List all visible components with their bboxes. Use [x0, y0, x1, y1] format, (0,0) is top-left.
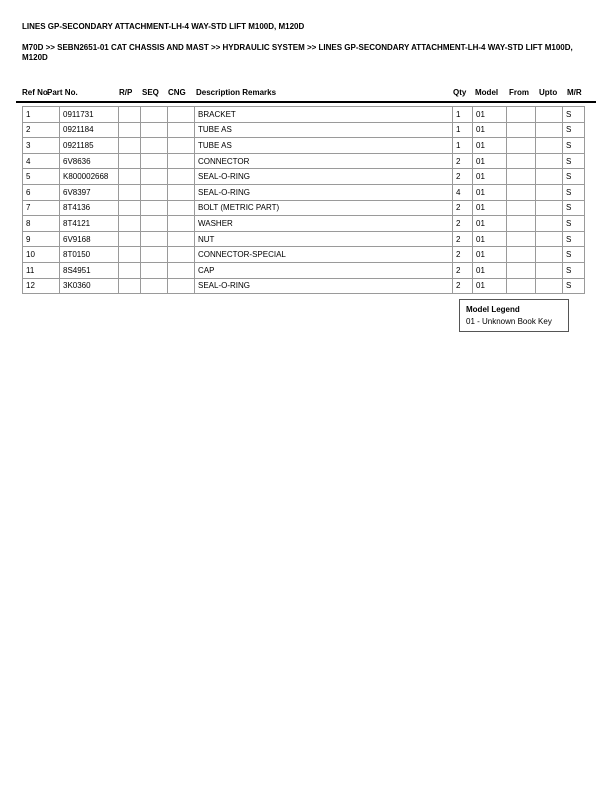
cell-qty: 2: [453, 231, 473, 247]
cell-model: 01: [473, 216, 507, 232]
table-row: [23, 122, 585, 138]
cell-description: NUT: [195, 231, 453, 247]
cell-description: TUBE AS: [195, 138, 453, 154]
cell-cng: [168, 153, 195, 169]
cell-description: BRACKET: [195, 107, 453, 123]
cell-rp: [119, 216, 141, 232]
cell-ref-no: 1: [23, 107, 60, 123]
cell-from: [507, 216, 536, 232]
table-row: [23, 184, 585, 200]
cell-qty: 1: [453, 107, 473, 123]
header-upto: Upto: [539, 88, 558, 97]
cell-upto: [536, 122, 563, 138]
table-row: [23, 278, 585, 294]
cell-mr: S: [563, 107, 585, 123]
header-cng: CNG: [168, 88, 186, 97]
cell-description: SEAL-O-RING: [195, 278, 453, 294]
header-rp: R/P: [119, 88, 133, 97]
cell-ref-no: 4: [23, 153, 60, 169]
table-row: [23, 153, 585, 169]
cell-cng: [168, 122, 195, 138]
cell-mr: S: [563, 153, 585, 169]
cell-model: 01: [473, 169, 507, 185]
cell-qty: 2: [453, 278, 473, 294]
cell-rp: [119, 107, 141, 123]
cell-mr: S: [563, 122, 585, 138]
table-row: [23, 200, 585, 216]
cell-ref-no: 2: [23, 122, 60, 138]
cell-from: [507, 138, 536, 154]
cell-qty: 4: [453, 184, 473, 200]
cell-part-no: 0921185: [60, 138, 119, 154]
header-from: From: [509, 88, 529, 97]
cell-part-no: 8T0150: [60, 247, 119, 263]
cell-from: [507, 278, 536, 294]
header-description: Description Remarks: [196, 88, 277, 97]
table-row: [23, 107, 585, 123]
cell-ref-no: 11: [23, 262, 60, 278]
cell-model: 01: [473, 262, 507, 278]
cell-mr: S: [563, 247, 585, 263]
cell-part-no: 6V8397: [60, 184, 119, 200]
cell-ref-no: 6: [23, 184, 60, 200]
cell-upto: [536, 169, 563, 185]
header-qty: Qty: [453, 88, 467, 97]
cell-from: [507, 184, 536, 200]
cell-mr: S: [563, 278, 585, 294]
cell-mr: S: [563, 169, 585, 185]
cell-cng: [168, 184, 195, 200]
cell-rp: [119, 122, 141, 138]
cell-upto: [536, 138, 563, 154]
cell-qty: 2: [453, 262, 473, 278]
cell-seq: [141, 262, 168, 278]
cell-seq: [141, 231, 168, 247]
cell-upto: [536, 153, 563, 169]
cell-rp: [119, 200, 141, 216]
cell-description: WASHER: [195, 216, 453, 232]
cell-model: 01: [473, 278, 507, 294]
cell-cng: [168, 262, 195, 278]
cell-description: TUBE AS: [195, 122, 453, 138]
header-seq: SEQ: [142, 88, 159, 97]
cell-description: SEAL-O-RING: [195, 184, 453, 200]
page-title: LINES GP-SECONDARY ATTACHMENT-LH-4 WAY-STD LIFT M100D, M120D: [22, 22, 305, 31]
breadcrumb: M70D >> SEBN2651-01 CAT CHASSIS AND MAST >> HYDRAULIC SYSTEM >> LINES GP-SECONDARY ATTACHMENT-LH-4 WAY-STD LIFT M100D, M120D: [22, 43, 573, 62]
cell-seq: [141, 153, 168, 169]
cell-mr: S: [563, 262, 585, 278]
cell-description: CAP: [195, 262, 453, 278]
cell-seq: [141, 200, 168, 216]
cell-model: 01: [473, 200, 507, 216]
cell-ref-no: 9: [23, 231, 60, 247]
cell-mr: S: [563, 231, 585, 247]
cell-description: SEAL-O-RING: [195, 169, 453, 185]
cell-qty: 2: [453, 200, 473, 216]
model-legend: [459, 299, 569, 332]
cell-upto: [536, 231, 563, 247]
cell-rp: [119, 278, 141, 294]
cell-rp: [119, 231, 141, 247]
cell-part-no: 0921184: [60, 122, 119, 138]
cell-mr: S: [563, 216, 585, 232]
cell-model: 01: [473, 153, 507, 169]
table-row: [23, 169, 585, 185]
cell-seq: [141, 122, 168, 138]
cell-ref-no: 10: [23, 247, 60, 263]
cell-part-no: 6V8636: [60, 153, 119, 169]
cell-seq: [141, 107, 168, 123]
cell-upto: [536, 107, 563, 123]
cell-model: 01: [473, 247, 507, 263]
legend-title: Model Legend: [466, 305, 520, 314]
cell-part-no: 8S4951: [60, 262, 119, 278]
cell-model: 01: [473, 231, 507, 247]
header-ref-no: Ref No.: [22, 88, 50, 97]
cell-description: CONNECTOR-SPECIAL: [195, 247, 453, 263]
cell-model: 01: [473, 138, 507, 154]
table-row: [23, 247, 585, 263]
table-row: [23, 262, 585, 278]
cell-from: [507, 262, 536, 278]
cell-rp: [119, 247, 141, 263]
cell-upto: [536, 200, 563, 216]
cell-cng: [168, 278, 195, 294]
cell-ref-no: 8: [23, 216, 60, 232]
header-mr: M/R: [567, 88, 582, 97]
table-row: [23, 216, 585, 232]
parts-table: [22, 106, 585, 294]
cell-upto: [536, 278, 563, 294]
cell-from: [507, 122, 536, 138]
cell-cng: [168, 216, 195, 232]
cell-ref-no: 7: [23, 200, 60, 216]
cell-upto: [536, 184, 563, 200]
table-row: [23, 231, 585, 247]
cell-description: BOLT (METRIC PART): [195, 200, 453, 216]
cell-model: 01: [473, 122, 507, 138]
cell-cng: [168, 107, 195, 123]
cell-qty: 2: [453, 153, 473, 169]
cell-from: [507, 231, 536, 247]
cell-qty: 1: [453, 122, 473, 138]
cell-qty: 2: [453, 169, 473, 185]
cell-qty: 2: [453, 247, 473, 263]
cell-cng: [168, 231, 195, 247]
cell-mr: S: [563, 184, 585, 200]
cell-part-no: 8T4121: [60, 216, 119, 232]
legend-item: 01 - Unknown Book Key: [466, 317, 552, 326]
table-row: [23, 138, 585, 154]
cell-ref-no: 3: [23, 138, 60, 154]
cell-seq: [141, 216, 168, 232]
cell-part-no: K800002668: [60, 169, 119, 185]
cell-description: CONNECTOR: [195, 153, 453, 169]
cell-rp: [119, 262, 141, 278]
header-divider: [16, 101, 596, 103]
header-part-no: Part No.: [47, 88, 78, 97]
cell-seq: [141, 169, 168, 185]
cell-upto: [536, 247, 563, 263]
cell-qty: 2: [453, 216, 473, 232]
cell-rp: [119, 138, 141, 154]
cell-part-no: 0911731: [60, 107, 119, 123]
cell-mr: S: [563, 200, 585, 216]
cell-ref-no: 5: [23, 169, 60, 185]
cell-rp: [119, 184, 141, 200]
cell-model: 01: [473, 184, 507, 200]
cell-mr: S: [563, 138, 585, 154]
cell-rp: [119, 153, 141, 169]
cell-seq: [141, 278, 168, 294]
cell-cng: [168, 138, 195, 154]
cell-seq: [141, 138, 168, 154]
cell-cng: [168, 247, 195, 263]
cell-from: [507, 169, 536, 185]
cell-seq: [141, 184, 168, 200]
cell-from: [507, 247, 536, 263]
cell-part-no: 6V9168: [60, 231, 119, 247]
header-model: Model: [475, 88, 499, 97]
cell-cng: [168, 200, 195, 216]
cell-upto: [536, 216, 563, 232]
cell-ref-no: 12: [23, 278, 60, 294]
table-header: [22, 88, 590, 98]
cell-from: [507, 200, 536, 216]
cell-upto: [536, 262, 563, 278]
cell-from: [507, 107, 536, 123]
cell-model: 01: [473, 107, 507, 123]
cell-from: [507, 153, 536, 169]
cell-rp: [119, 169, 141, 185]
cell-cng: [168, 169, 195, 185]
cell-seq: [141, 247, 168, 263]
cell-qty: 1: [453, 138, 473, 154]
cell-part-no: 3K0360: [60, 278, 119, 294]
cell-part-no: 8T4136: [60, 200, 119, 216]
